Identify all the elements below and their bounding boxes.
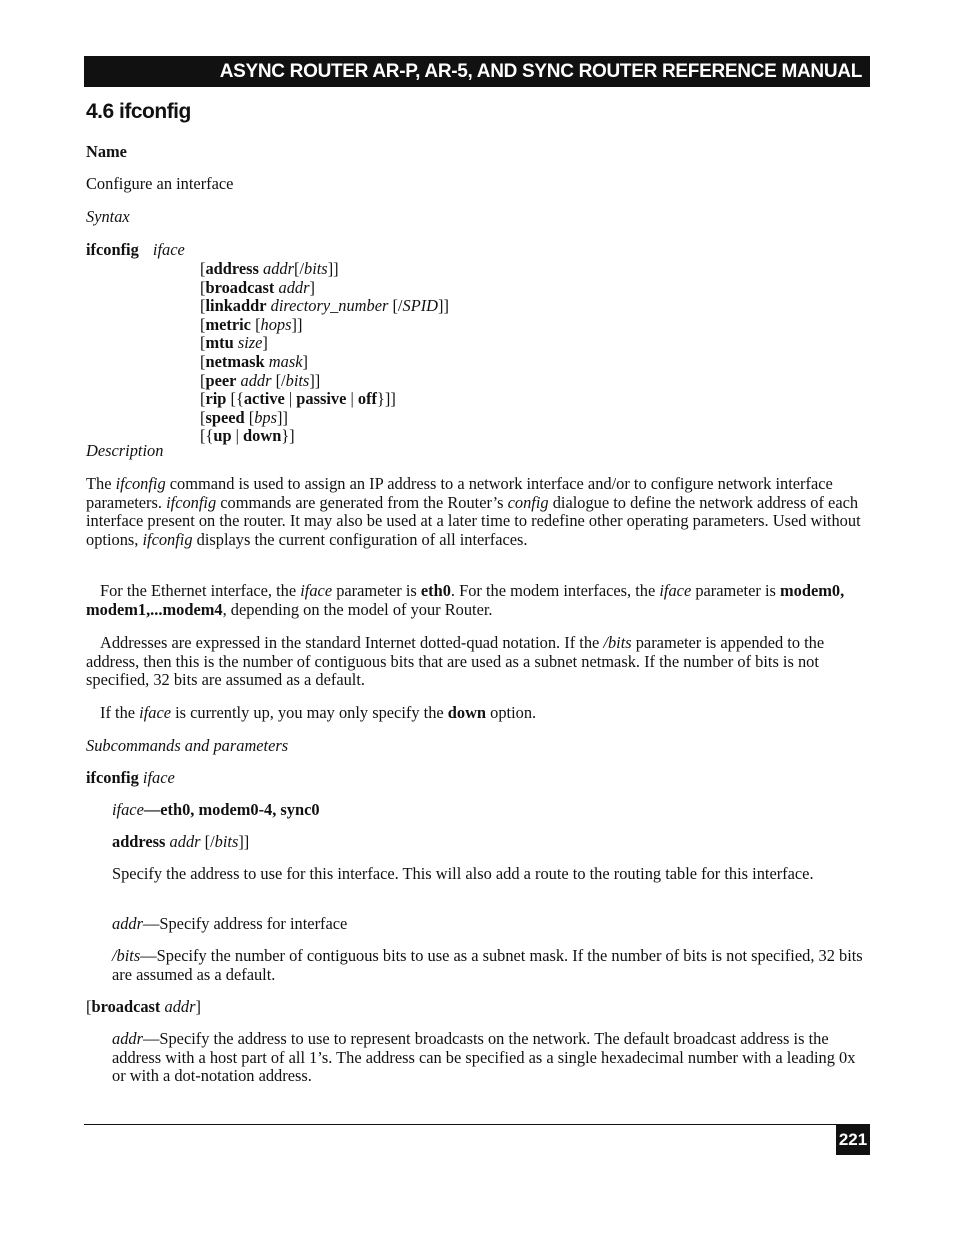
text-run: address — [112, 832, 166, 851]
syntax-command-line — [86, 241, 868, 260]
text-run: bits — [214, 832, 239, 851]
syntax-option-line — [200, 297, 449, 316]
text-run: ifconfig — [166, 492, 217, 512]
text-run: ]] — [327, 259, 339, 278]
text-run: | — [231, 426, 244, 446]
text-run: active — [243, 389, 285, 409]
text-run: modem0, modem1,...modem4 — [86, 581, 845, 619]
text-run: ] — [309, 277, 315, 297]
text-run: —Specify the address to use to represent broadcasts on the network. The default broadcast address is the address with a host part of all 1’s. The address can be specified as a single hexadecimal number with a leading 0x or with a dot-notation address. — [112, 1029, 856, 1085]
text-run: up — [213, 426, 232, 446]
text-run: bits — [304, 259, 328, 278]
text-run: }]] — [377, 389, 396, 409]
text-run: [{ — [200, 426, 214, 446]
text-run: [ — [200, 296, 206, 316]
text-run: . For the modem interfaces, the — [450, 581, 660, 600]
text-run: down — [447, 703, 487, 722]
text-run: ] — [302, 352, 308, 371]
text-run: option. — [486, 703, 537, 722]
text-run: | — [346, 389, 358, 409]
text-run: addr — [278, 277, 310, 297]
broadcast-option — [86, 998, 868, 1017]
text-run: netmask — [205, 352, 265, 371]
syntax-option-line — [200, 353, 308, 372]
text-run: down — [243, 426, 282, 446]
text-run: [{ — [226, 389, 244, 409]
text-run: iface — [659, 581, 692, 600]
description-paragraph-3 — [86, 634, 868, 690]
text-run: config — [507, 492, 549, 512]
text-run: —eth0, modem0-4, sync0 — [143, 800, 320, 819]
text-run: parameter is — [332, 581, 421, 600]
running-header: ASYNC ROUTER AR-P, AR-5, AND SYNC ROUTER REFERENCE MANUAL — [84, 56, 870, 87]
text-run: }] — [281, 426, 295, 446]
text-run: ifconfig — [86, 768, 139, 787]
text-run: ] — [195, 997, 201, 1016]
text-run: addr — [164, 997, 196, 1016]
text-run: [ — [200, 389, 206, 409]
text-run: dialogue to define the network address of each interface present on the router. It may also be used at a later time to redefine other operating parameters. Used without options, — [86, 492, 861, 549]
text-run: ]] — [438, 296, 449, 316]
text-run: [ — [200, 352, 206, 371]
text-run: , depending on the model of your Router. — [222, 599, 493, 619]
text-run: [ — [86, 997, 92, 1016]
text-run: rip — [205, 389, 227, 409]
text-run: ]] — [291, 314, 303, 334]
text-run: peer — [205, 370, 237, 390]
text-run: ]] — [309, 370, 321, 390]
text-run: ] — [262, 333, 268, 353]
text-run: bits — [285, 370, 310, 390]
text-run: ]] — [276, 407, 288, 427]
text-run: [ — [200, 314, 206, 334]
address-description: Specify the address to use for this interface. This will also add a route to the routing table for this interface. — [112, 864, 814, 883]
text-run: size — [237, 333, 263, 353]
name-heading: Name — [86, 142, 127, 161]
text-run: off — [357, 389, 377, 409]
text-run: [/ — [271, 370, 286, 390]
syntax-option-line — [200, 260, 339, 279]
syntax-option-line — [200, 316, 302, 335]
text-run: [ — [250, 314, 261, 334]
text-run: addr — [112, 1029, 143, 1048]
subcommands-heading: Subcommands and parameters — [86, 736, 289, 755]
text-run: [ — [200, 407, 206, 427]
text-run: ]] — [238, 832, 250, 851]
text-run: speed — [205, 407, 245, 427]
text-run: ifconfig — [115, 474, 166, 493]
text-run: commands are generated from the Router’s — [216, 492, 508, 512]
text-run: parameter is appended to the address, then this is the number of contiguous bits that are used as a subnet netmask. If the number of bits is not specified, 32 bits are assumed as a default. — [86, 633, 825, 689]
text-run: [ — [244, 407, 255, 427]
text-run: metric — [205, 314, 251, 334]
text-run: [/ — [293, 259, 304, 278]
text-run: mask — [268, 352, 303, 371]
text-run: addr — [112, 914, 143, 933]
syntax-heading: Syntax — [86, 207, 130, 226]
text-run: iface — [142, 768, 175, 787]
page-number: 221 — [836, 1124, 870, 1155]
text-run: —Specify the number of contiguous bits to use as a subnet mask. If the number of bits is not specified, 32 bits are assumed as a default. — [112, 946, 863, 984]
section-title: 4.6 ifconfig — [86, 100, 191, 123]
text-run: broadcast — [91, 997, 161, 1016]
address-option — [112, 833, 868, 852]
text-run: [ — [200, 333, 206, 353]
syntax-option-line — [200, 409, 288, 428]
text-run: address — [205, 259, 259, 278]
text-run: For the Ethernet interface, the — [100, 581, 301, 600]
description-paragraph-1 — [86, 475, 868, 549]
syntax-option-line — [200, 372, 320, 391]
text-run: [ — [200, 277, 206, 297]
text-run: mtu — [205, 333, 234, 353]
text-run: iface — [112, 800, 144, 819]
text-run: hops — [260, 314, 292, 334]
text-run: broadcast — [205, 277, 275, 297]
text-run: [/ — [388, 296, 403, 316]
iface-values — [112, 801, 868, 820]
broadcast-description — [112, 1030, 868, 1086]
ifconfig-iface-line — [86, 769, 868, 788]
syntax-option-line — [200, 390, 396, 409]
text-run: linkaddr — [205, 296, 267, 316]
bits-description — [112, 947, 868, 984]
text-run: iface — [300, 581, 333, 600]
footer-rule — [84, 1124, 870, 1125]
text-run: [ — [200, 259, 206, 278]
text-run: —Specify address for interface — [142, 914, 348, 933]
addr-description — [112, 915, 868, 934]
text-run: command is used to assign an IP address to a network interface and/or to configure network interface parameters. — [86, 474, 833, 512]
description-heading: Description — [86, 441, 164, 460]
text-run: is currently up, you may only specify the — [171, 703, 448, 722]
text-run: iface — [139, 703, 171, 722]
description-paragraph-2 — [86, 582, 868, 619]
syntax-option-line — [200, 334, 268, 353]
text-run: parameter is — [691, 581, 780, 600]
text-run: [ — [200, 370, 206, 390]
description-paragraph-4 — [86, 704, 868, 723]
text-run: displays the current configuration of all interfaces. — [192, 529, 528, 549]
name-text: Configure an interface — [86, 174, 234, 193]
text-run: /bits — [112, 946, 141, 965]
text-run: bps — [254, 407, 277, 427]
text-run: directory_number — [270, 296, 389, 316]
text-run: addr — [240, 370, 272, 390]
text-run: addr — [263, 259, 294, 278]
text-run: If the — [100, 703, 140, 722]
syntax-iface: iface — [152, 240, 185, 259]
text-run: | — [284, 389, 297, 409]
text-run: The — [86, 474, 116, 493]
text-run: ifconfig — [142, 529, 193, 549]
text-run: [/ — [200, 832, 215, 851]
text-run: eth0 — [420, 581, 451, 600]
text-run: SPID — [402, 296, 439, 316]
text-run: addr — [169, 832, 201, 851]
text-run: Addresses are expressed in the standard Internet dotted-quad notation. If the — [100, 633, 604, 652]
text-run: /bits — [603, 633, 632, 652]
syntax-option-line — [200, 279, 315, 298]
syntax-command: ifconfig — [86, 240, 139, 259]
text-run: passive — [296, 389, 347, 409]
